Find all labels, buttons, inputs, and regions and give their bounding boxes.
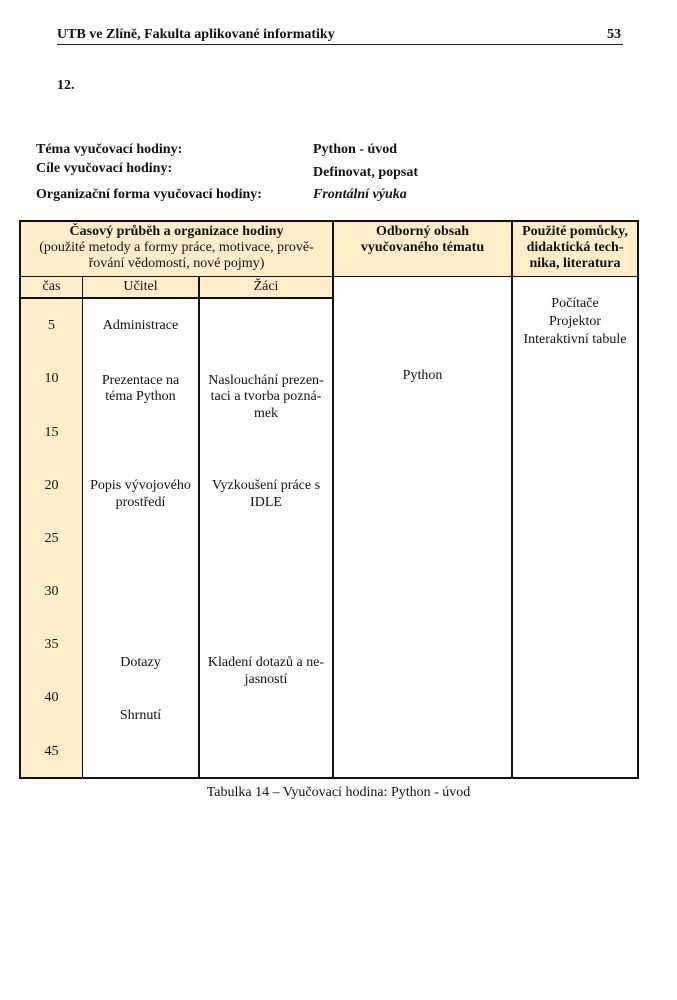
time-value: 30 xyxy=(44,584,59,599)
header-content-line2: vyučovaného tématu xyxy=(360,240,485,255)
subheader-time: čas xyxy=(42,279,61,294)
students-activity: IDLE xyxy=(250,495,282,510)
header-content-line1: Odborný obsah xyxy=(376,224,469,239)
border-top xyxy=(19,220,639,222)
header-timeline-title: Časový průběh a organizace hodiny xyxy=(69,224,284,239)
border-col-time xyxy=(82,277,83,779)
page-number: 53 xyxy=(607,27,621,42)
goals-value: Definovat, popsat xyxy=(313,165,419,180)
teacher-activity: prostředí xyxy=(115,495,166,510)
teacher-activity: Dotazy xyxy=(120,655,161,670)
border-subheader-bottom xyxy=(19,297,333,299)
subheader-teacher: Učitel xyxy=(123,279,158,294)
form-value: Frontální výuka xyxy=(313,187,407,202)
teacher-activity: Popis vývojového xyxy=(90,478,191,493)
header-tools-line1: Použité pomůcky, xyxy=(522,224,628,239)
lesson-table xyxy=(19,220,639,779)
goals-label: Cíle vyučovací hodiny: xyxy=(36,161,173,176)
subheader-students: Žáci xyxy=(253,279,279,294)
teacher-activity: téma Python xyxy=(105,389,176,404)
students-activity: jasností xyxy=(244,672,288,687)
tools-item: Interaktivní tabule xyxy=(523,332,627,347)
border-col-teacher xyxy=(198,277,200,779)
time-value: 45 xyxy=(44,744,59,759)
border-bottom xyxy=(19,777,639,779)
students-activity: Naslouchání prezen- xyxy=(208,373,324,388)
page-header xyxy=(57,26,623,45)
time-value: 5 xyxy=(48,318,55,333)
topic-label: Téma vyučovací hodiny: xyxy=(36,142,183,157)
header-timeline-sub2: řování vědomostí, nové pojmy) xyxy=(88,256,265,271)
header-title: UTB ve Zlíně, Fakulta aplikované informatiky xyxy=(57,27,335,42)
form-label: Organizační forma vyučovací hodiny: xyxy=(36,187,262,202)
students-activity: taci a tvorba pozná- xyxy=(210,389,322,404)
time-value: 35 xyxy=(44,637,59,652)
time-value: 10 xyxy=(44,371,59,386)
time-value: 25 xyxy=(44,531,59,546)
border-right xyxy=(637,220,639,779)
teacher-activity: Administrace xyxy=(102,318,179,333)
time-value: 40 xyxy=(44,690,59,705)
header-tools-line3: nika, literatura xyxy=(529,256,621,271)
header-timeline-sub1: (použité metody a formy práce, motivace, prově- xyxy=(39,240,314,255)
tools-item: Projektor xyxy=(548,314,602,329)
students-activity: mek xyxy=(253,406,279,421)
tools-item: Počítače xyxy=(551,296,599,311)
border-col-content xyxy=(332,220,334,779)
time-value: 20 xyxy=(44,478,59,493)
border-header-bottom xyxy=(19,276,639,277)
subject-content: Python xyxy=(402,368,443,383)
students-activity: Vyzkoušení práce s xyxy=(211,478,321,493)
time-value: 15 xyxy=(44,425,59,440)
teacher-activity: Prezentace na xyxy=(101,373,180,388)
table-caption: Tabulka 14 – Vyučovací hodina: Python - úvod xyxy=(206,785,471,800)
teacher-activity: Shrnutí xyxy=(119,708,162,723)
students-activity: Kladení dotazů a ne- xyxy=(207,655,325,670)
header-tools-line2: didaktická tech- xyxy=(526,240,624,255)
section-number: 12. xyxy=(57,78,75,93)
topic-value: Python - úvod xyxy=(313,142,398,157)
